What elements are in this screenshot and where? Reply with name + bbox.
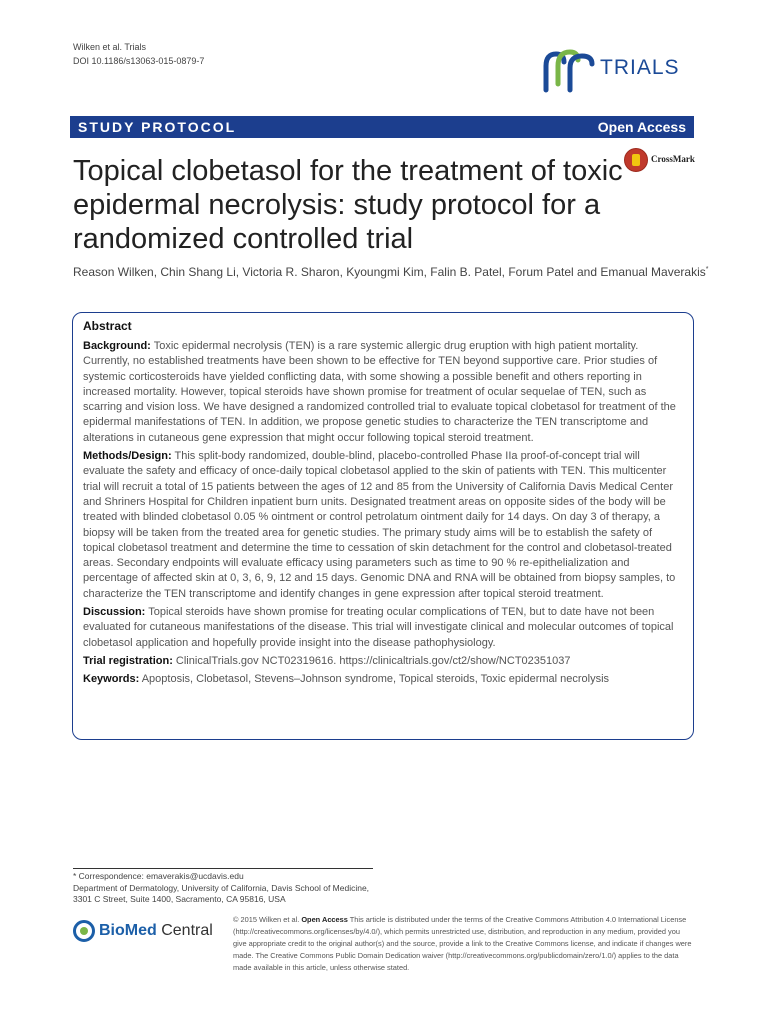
section-text: ClinicalTrials.gov NCT02319616. https://clinicaltrials.gov/ct2/show/NCT02351037 [175, 654, 571, 667]
article-type-label: STUDY PROTOCOL [78, 119, 237, 135]
trials-logo-text: TRIALS [600, 56, 680, 79]
biomed-central-icon [73, 920, 95, 942]
section-text: This split-body randomized, double-blind, placebo-controlled Phase IIa proof-of-concept trial will evaluate the safety and efficacy of once-daily topical clobetasol applied to the skin of patients with TEN. This multicenter trial will recruit a total of 15 patients between the ages of 12 and 85 from the University of California Davis Medical Center and Shriners Hospital for Children inpatient burn units. Designated treatment areas on opposite sides of the body will be treated with blinded clobetasol 0.05 % ointment or control petrolatum ointment daily for 14 days. On day 3 of therapy, a biopsy will be taken from the treated area for genetic studies. The primary study aims will be to establish the safety of topical clobetasol treatment and determine the time to cessation of skin detachment for the control and clobetasol-treated areas. Secondary endpoints will evaluate efficacy using parameters such as time to 90 % re-epithelialization and percentage of affected skin at 0, 3, 6, 9, 12 and 15 days. Genomic DNA and RNA will be obtained from biopsy samples, to characterize the TEN transcriptome and identify changes in gene expression after topical steroid treatment. [83, 450, 676, 600]
trials-journal-logo [540, 44, 690, 94]
section-label: Trial registration: [83, 654, 173, 667]
author-names: Reason Wilken, Chin Shang Li, Victoria R. Sharon, Kyoungmi Kim, Falin B. Patel, Forum Patel and Emanual Maverakis [73, 265, 706, 279]
license-open-access: Open Access [301, 915, 348, 924]
section-label: Methods/Design: [83, 450, 172, 463]
abstract-background [83, 339, 683, 446]
biomed-central-wordmark [99, 922, 213, 940]
crossmark-label: CrossMark [651, 154, 695, 164]
abstract-box [72, 312, 694, 740]
correspondence-footnote [73, 871, 383, 906]
abstract-keywords [83, 672, 683, 687]
trials-logo-icon [540, 44, 598, 94]
open-access-label: Open Access [597, 119, 686, 135]
abstract-methods [83, 449, 683, 602]
section-label: Discussion: [83, 606, 146, 619]
footnote-divider [73, 868, 373, 869]
doi: DOI 10.1186/s13063-015-0879-7 [73, 56, 205, 66]
section-label: Keywords: [83, 673, 140, 686]
license-copyright: © 2015 Wilken et al. [233, 915, 302, 924]
abstract-heading: Abstract [83, 319, 132, 333]
correspondence-email: * Correspondence: emaverakis@ucdavis.edu [73, 871, 244, 881]
author-list [73, 265, 708, 279]
section-text: Toxic epidermal necrolysis (TEN) is a rare systemic allergic drug eruption with high patient mortality. Currently, no established treatments have been shown to be effective for TEN beyond supportive care. Prior studies of systemic corticosteroids have yielded conflicting data, with some showing a possible benefit and others reporting in increased mortality. However, topical steroids have shown promise for treatment of ocular sequelae of TEN, such as scarring and vision loss. We have designed a randomized controlled trial to evaluate topical clobetasol for treatment of the epidermal manifestations of TEN. In addition, we propose genetic studies to characterize the TEN transcriptome and alterations in cutaneous gene expression that might occur following topical steroid treatment. [83, 340, 676, 444]
correspondence-address: Department of Dermatology, University of California, Davis School of Medicine, 3301 C Street, Suite 1400, Sacramento, CA 95816, USA [73, 882, 370, 904]
corresponding-author-mark: * [705, 266, 709, 273]
abstract-discussion [83, 605, 683, 651]
wordmark-bold: BioMed [99, 922, 157, 939]
article-title: Topical clobetasol for the treatment of toxic epidermal necrolysis: study protocol for a randomized controlled trial [73, 155, 623, 255]
journal-reference: Wilken et al. Trials [73, 42, 147, 52]
article-citation [73, 40, 204, 68]
license-statement [233, 914, 693, 974]
section-text: Apoptosis, Clobetasol, Stevens–Johnson syndrome, Topical steroids, Toxic epidermal necrolysis [141, 673, 610, 686]
wordmark-regular: Central [156, 922, 213, 939]
section-label: Background: [83, 340, 151, 352]
biomed-central-logo [73, 916, 223, 950]
article-type-banner [70, 116, 694, 138]
section-text: Topical steroids have shown promise for treating ocular complications of TEN, but to date have not been evaluated for cutaneous manifestations of the disease. This trial will investigate clinical and molecular outcomes of topical clobetasol application and hopefully provide insight into the disease pathophysiology. [83, 606, 674, 649]
license-text: This article is distributed under the terms of the Creative Commons Attribution 4.0 International License (http://creativecommons.org/licenses/by/4.0/), which permits unrestricted use, distribution, and reproduction in any medium, provided you give appropriate credit to the original author(s) and the source, provide a link to the Creative Commons license, and indicate if changes were made. The Creative Commons Public Domain Dedication waiver (http://creativecommons.org/publicdomain/zero/1.0/) applies to the data made available in this article, unless otherwise stated. [233, 915, 692, 972]
abstract-trial-registration [83, 654, 683, 669]
